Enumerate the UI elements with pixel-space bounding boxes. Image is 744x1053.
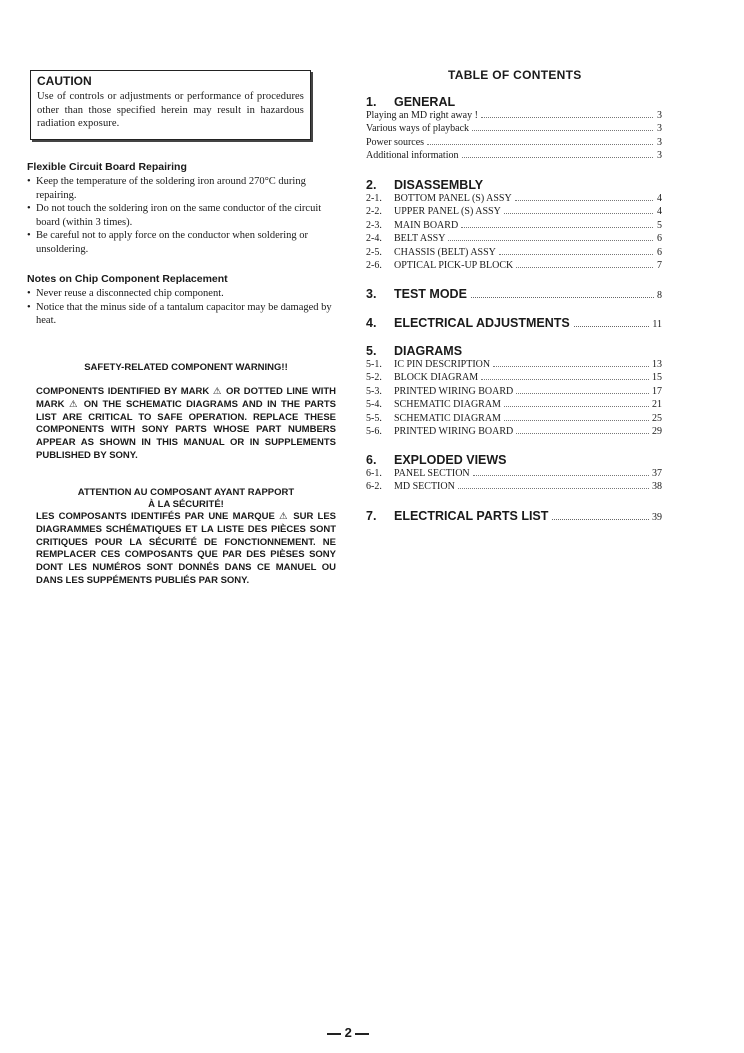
- toc-entry-page: 6: [657, 246, 662, 258]
- toc-entry: [366, 206, 662, 219]
- toc-section-general: [366, 95, 662, 109]
- toc-section-number: 4.: [366, 316, 377, 330]
- safety-title: SAFETY-RELATED COMPONENT WARNING!!: [84, 362, 288, 373]
- toc-entry-number: 6-2.: [366, 481, 382, 493]
- toc-entry-page: 7: [657, 259, 662, 271]
- attention-title-line1: ATTENTION AU COMPOSANT AYANT RAPPORT: [77, 487, 295, 498]
- toc-entry: [366, 247, 662, 260]
- flexible-list: [27, 175, 339, 256]
- flexible-item: • Keep the temperature of the soldering iron around 270°C during repairing.: [27, 175, 339, 202]
- toc-entry-label: MAIN BOARD: [394, 219, 459, 231]
- toc-section-label: DIAGRAMS: [394, 344, 463, 358]
- attention-text: LES COMPOSANTS IDENTIFÉS PAR UNE MARQUE ⚠ SUR LES DIAGRAMMES SCHÉMATIQUES ET LA LISTE DES PIÈCES SONT CRITIQUES POUR LA SÉCURITÉ DE FONCTIONNEMENT. NE REMPLACER CES COMPOSANTS QUE PAR DES PIÈSES SONY DONT LES NUMÉROS SONT DONNÉS DANS CE MANUEL OU DANS LES SUPPÉMENTS PUBLIÉS PAR SONY.: [36, 511, 336, 586]
- chip-heading: Notes on Chip Component Replacement: [27, 273, 228, 285]
- leader-dots: [504, 405, 649, 407]
- toc-entry: [366, 193, 662, 206]
- toc-entry-page: 3: [657, 136, 662, 148]
- toc-exploded-list: [366, 468, 662, 495]
- toc-section-number: 7.: [366, 509, 377, 523]
- page-number: [327, 1025, 369, 1040]
- toc-entry-number: 5-3.: [366, 385, 382, 397]
- attention-title-line2: À LA SÉCURITÉ!: [148, 499, 224, 510]
- toc-entry-page: 5: [657, 219, 662, 231]
- leader-dots: [574, 325, 650, 327]
- toc-entry-number: 6-1.: [366, 468, 382, 479]
- caution-text: Use of controls or adjustments or performance of procedures other than those specified herein may result in hazardous radiation exposure.: [37, 91, 304, 129]
- toc-section-number: 1.: [366, 95, 377, 109]
- leader-dots: [448, 239, 653, 241]
- toc-section-number: 6.: [366, 453, 377, 467]
- toc-entry-number: 5-4.: [366, 399, 382, 411]
- toc-section-label: DISASSEMBLY: [394, 178, 484, 192]
- toc-entry-label: UPPER PANEL (S) ASSY: [394, 206, 501, 218]
- toc-entry-label: IC PIN DESCRIPTION: [394, 359, 491, 370]
- toc-entry: [366, 123, 662, 136]
- leader-dots: [471, 296, 654, 298]
- leader-dots: [499, 253, 653, 255]
- toc-entry-number: 5-1.: [366, 359, 382, 370]
- toc-section-number: 2.: [366, 178, 377, 192]
- leader-dots: [515, 199, 653, 201]
- toc-entry-number: 2-5.: [366, 246, 382, 258]
- page-number-value: 2: [344, 1025, 352, 1040]
- toc-entry-label: OPTICAL PICK-UP BLOCK: [394, 259, 514, 271]
- leader-dots: [481, 116, 653, 118]
- leader-dots: [472, 129, 653, 131]
- toc-entry-page: 4: [657, 206, 662, 218]
- toc-entry-label: Playing an MD right away !: [366, 110, 478, 121]
- toc-entry: [366, 468, 662, 481]
- toc-entry: [366, 233, 662, 246]
- flexible-item: • Be careful not to apply force on the conductor when soldering or unsoldering.: [27, 229, 339, 256]
- toc-entry-label: BLOCK DIAGRAM: [394, 372, 479, 384]
- leader-dots: [504, 419, 649, 421]
- toc-section-disassembly: [366, 178, 662, 192]
- toc-entry-label: PRINTED WIRING BOARD: [394, 385, 514, 397]
- toc-section-label: ELECTRICAL ADJUSTMENTS: [394, 316, 570, 330]
- toc-entry: [366, 220, 662, 233]
- flexible-item: • Do not touch the soldering iron on the same conductor of the circuit board (within 3 times).: [27, 202, 339, 229]
- toc-entry: [366, 481, 662, 494]
- toc-entry-label: SCHEMATIC DIAGRAM: [394, 412, 501, 424]
- toc-entry-label: Various ways of playback: [366, 123, 470, 135]
- safety-text: COMPONENTS IDENTIFIED BY MARK ⚠ OR DOTTED LINE WITH MARK ⚠ ON THE SCHEMATIC DIAGRAMS AND IN THE PARTS LIST ARE CRITICAL TO SAFE OPERATION. REPLACE THESE COMPONENTS WITH SONY PARTS WHOSE PART NUMBERS APPEAR AS SHOWN IN THIS MANUAL OR IN SUPPLEMENTS PUBLISHED BY SONY.: [36, 386, 336, 461]
- toc-entry-number: 2-3.: [366, 219, 382, 231]
- leader-dots: [461, 226, 653, 228]
- leader-dots: [493, 365, 649, 367]
- leader-dots: [516, 392, 649, 394]
- toc-entry-page: 21: [652, 399, 662, 411]
- toc-section-label: GENERAL: [394, 95, 456, 109]
- toc-entry-label: BELT ASSY: [394, 233, 446, 245]
- toc-entry-number: 2-1.: [366, 193, 382, 204]
- toc-entry-number: 5-6.: [366, 425, 382, 437]
- chip-list: [27, 287, 339, 328]
- toc-entry: [366, 110, 662, 123]
- toc-entry-page: 13: [652, 359, 662, 370]
- toc-section-label: EXPLODED VIEWS: [394, 453, 507, 467]
- toc-diagrams-list: [366, 359, 662, 439]
- chip-item: • Never reuse a disconnected chip component.: [27, 287, 339, 301]
- toc-entry: [366, 386, 662, 399]
- toc-entry-page: 3: [657, 150, 662, 162]
- caution-title: CAUTION: [37, 74, 92, 88]
- toc-section-label: ELECTRICAL PARTS LIST: [394, 509, 549, 523]
- toc-entry-page: 3: [657, 110, 662, 121]
- leader-dots: [504, 212, 653, 214]
- toc-entry: [366, 150, 662, 163]
- toc-section-page: 11: [652, 319, 662, 330]
- toc-entry-page: 37: [652, 468, 662, 479]
- toc-section-number: 3.: [366, 287, 377, 301]
- toc-entry-label: MD SECTION: [394, 481, 455, 493]
- toc-entry-label: PANEL SECTION: [394, 468, 470, 479]
- toc-section-diagrams: [366, 344, 662, 358]
- leader-dots: [481, 378, 649, 380]
- toc-entry-number: 2-6.: [366, 259, 382, 271]
- toc-entry: [366, 413, 662, 426]
- leader-dots: [427, 143, 653, 145]
- page-number-dash: [327, 1033, 341, 1035]
- toc-section-page: 39: [652, 512, 662, 523]
- toc-entry: [366, 359, 662, 372]
- toc-entry-number: 5-5.: [366, 412, 382, 424]
- toc-entry: [366, 399, 662, 412]
- toc-section-number: 5.: [366, 344, 377, 358]
- leader-dots: [473, 474, 649, 476]
- leader-dots: [516, 266, 653, 268]
- leader-dots: [552, 518, 649, 520]
- toc-section-label: TEST MODE: [394, 287, 467, 301]
- toc-entry-page: 38: [652, 481, 662, 493]
- toc-section-parts-list: [366, 509, 662, 523]
- leader-dots: [516, 432, 649, 434]
- toc-section-page: 8: [657, 290, 662, 301]
- toc-entry-page: 6: [657, 233, 662, 245]
- toc-general-list: [366, 110, 662, 164]
- toc-entry-page: 25: [652, 412, 662, 424]
- toc-entry-number: 5-2.: [366, 372, 382, 384]
- toc-entry-page: 3: [657, 123, 662, 135]
- toc-section-test-mode: [366, 287, 662, 301]
- toc-section-exploded-views: [366, 453, 662, 467]
- toc-entry-number: 2-4.: [366, 233, 382, 245]
- toc-title: TABLE OF CONTENTS: [448, 68, 582, 82]
- leader-dots: [458, 487, 649, 489]
- toc-entry-page: 4: [657, 193, 662, 204]
- toc-entry-page: 29: [652, 425, 662, 437]
- chip-item: • Notice that the minus side of a tantalum capacitor may be damaged by heat.: [27, 301, 339, 328]
- toc-entry: [366, 260, 662, 273]
- toc-entry-label: Additional information: [366, 150, 459, 162]
- page-number-dash: [355, 1033, 369, 1035]
- toc-entry: [366, 426, 662, 439]
- toc-section-electrical-adjustments: [366, 316, 662, 330]
- flexible-heading: Flexible Circuit Board Repairing: [27, 161, 187, 173]
- caution-box: [30, 70, 311, 140]
- toc-entry-page: 15: [652, 372, 662, 384]
- toc-entry-label: SCHEMATIC DIAGRAM: [394, 399, 501, 411]
- toc-entry: [366, 372, 662, 385]
- leader-dots: [462, 156, 654, 158]
- toc-entry-label: CHASSIS (BELT) ASSY: [394, 246, 496, 258]
- toc-entry-page: 17: [652, 385, 662, 397]
- toc-entry-label: Power sources: [366, 136, 425, 148]
- toc-entry-number: 2-2.: [366, 206, 382, 218]
- toc-entry-label: PRINTED WIRING BOARD: [394, 425, 514, 437]
- toc-entry-label: BOTTOM PANEL (S) ASSY: [394, 193, 512, 204]
- toc-disassembly-list: [366, 193, 662, 273]
- toc-entry: [366, 137, 662, 150]
